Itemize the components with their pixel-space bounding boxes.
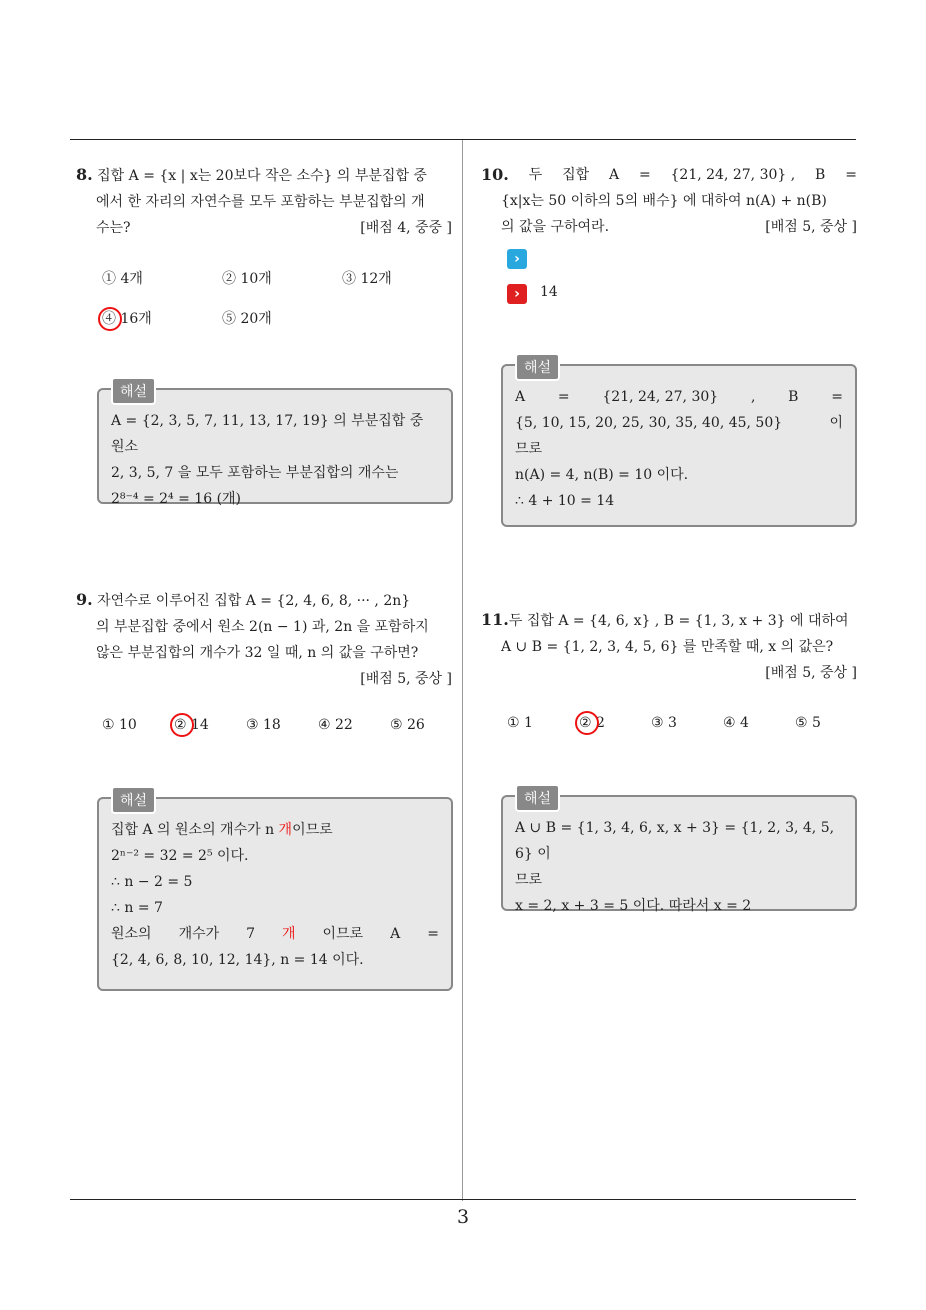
choice-3[interactable]: ③ 3 (651, 715, 677, 731)
choice-5[interactable]: ⑤ 20개 (222, 311, 272, 327)
question-9 (76, 587, 452, 692)
explanation-line: 므로 (515, 441, 543, 457)
explanation-line: ∴ n = 7 (111, 900, 163, 916)
score-label: [배점 5, 중상 ] (765, 665, 857, 681)
text: {5, 10, 15, 20, 25, 30, 35, 40, 45, 50} (515, 415, 783, 431)
text: 이 (829, 415, 843, 431)
explanation-line: x = 2, x + 3 = 5 이다. 따라서 x = 2 (515, 898, 752, 914)
choice-2[interactable]: ② 10개 (222, 271, 272, 287)
choice-2-selected[interactable] (174, 717, 209, 733)
explanation-tag: 해설 (515, 353, 560, 381)
show-answer-icon[interactable]: › (507, 249, 527, 269)
question-number: 10. (481, 165, 509, 184)
question-text: 의 부분집합 중에서 원소 2(n − 1) 과, 2n 을 포함하지 (96, 619, 429, 635)
choice-2-selected[interactable] (579, 715, 605, 731)
answer-mark-icon (170, 713, 194, 737)
explanation-box-9 (97, 793, 453, 991)
question-text: 에서 한 자리의 자연수를 모두 포함하는 부분집합의 개 (96, 194, 425, 210)
answer-mark-icon (98, 307, 122, 331)
question-text: 두 집합 A = {4, 6, x} , B = {1, 3, x + 3} 에 대하여 (508, 613, 849, 629)
explanation-line: 므로 (515, 872, 543, 888)
explanation-tag: 해설 (515, 784, 560, 812)
text: 두 (528, 167, 543, 183)
text: {21, 24, 27, 30} , (670, 167, 796, 183)
top-rule (70, 139, 856, 140)
choice-label: ② 14 (174, 717, 209, 733)
text: A (515, 389, 526, 405)
explanation-line: 2⁸⁻⁴ = 2⁴ = 16 (개) (111, 491, 242, 507)
text: A (608, 167, 620, 183)
text: {21, 24, 27, 30} (602, 389, 719, 405)
explanation-box-10 (501, 360, 857, 527)
explanation-line: ∴ 4 + 10 = 14 (515, 493, 615, 509)
text: 집합 (562, 167, 590, 183)
explanation-line: 2, 3, 5, 7 을 모두 포함하는 부분집합의 개수는 (111, 465, 399, 481)
bottom-rule (70, 1199, 856, 1200)
text: = (638, 167, 651, 183)
explanation-line: ∴ n − 2 = 5 (111, 874, 193, 890)
text: , (750, 389, 756, 405)
explanation-line: {2, 4, 6, 8, 10, 12, 14}, n = 14 이다. (111, 952, 364, 968)
choice-5[interactable]: ⑤ 5 (795, 715, 821, 731)
column-divider (462, 140, 463, 1201)
choice-1[interactable]: ① 1 (507, 715, 533, 731)
choice-1[interactable]: ① 4개 (102, 271, 143, 287)
question-text: 수는? (96, 220, 131, 236)
text: B (815, 167, 826, 183)
choice-4-selected[interactable] (102, 311, 152, 327)
question-text: 집합 A = {x | x는 20보다 작은 소수} 의 부분집합 중 (97, 168, 427, 184)
question-10 (481, 162, 857, 240)
text: 이므로 (292, 822, 333, 838)
explanation-line (111, 921, 439, 947)
score-label: [배점 5, 중상 ] (360, 671, 452, 687)
score-label: [배점 4, 중중 ] (360, 220, 452, 236)
question-11 (481, 607, 857, 686)
choices-8 (102, 268, 392, 327)
answer-value: 14 (540, 284, 558, 300)
text: 원소의 (111, 926, 152, 942)
question-8 (76, 162, 452, 241)
text: 7 (246, 926, 256, 942)
text: 이므로 (322, 926, 364, 942)
explanation-line: A = {2, 3, 5, 7, 11, 13, 17, 19} 의 부분집합 중 원소 (111, 413, 424, 455)
explanation-box-11 (501, 791, 857, 914)
explanation-line: A ∪ B = {1, 3, 4, 6, x, x + 3} = {1, 2, 3, 4, 5, 6} 이 (515, 820, 835, 862)
text: B (788, 389, 799, 405)
text: = (845, 167, 857, 183)
choice-3[interactable]: ③ 18 (246, 717, 281, 733)
question-number: 11. (481, 610, 509, 629)
choices-9 (102, 717, 425, 733)
explanation-tag: 해설 (111, 786, 156, 814)
explanation-line: 2ⁿ⁻² = 32 = 2⁵ 이다. (111, 848, 249, 864)
choice-label: ② 2 (579, 715, 605, 731)
explanation-box-8 (97, 384, 453, 507)
question-text: A ∪ B = {1, 2, 3, 4, 5, 6} 를 만족할 때, x 의 값은? (501, 639, 834, 655)
explanation-tag: 해설 (111, 377, 156, 405)
text: 개수가 (178, 926, 220, 942)
text: 집합 A 의 원소의 개수가 n (111, 822, 279, 838)
choice-1[interactable]: ① 10 (102, 717, 137, 733)
text: A (390, 926, 401, 942)
question-text: 의 값을 구하여라. (501, 219, 610, 235)
text: = (427, 926, 439, 942)
text: = (831, 389, 843, 405)
choice-4[interactable]: ④ 4 (723, 715, 749, 731)
choices-11 (507, 715, 821, 731)
question-number: 9. (76, 590, 93, 609)
explanation-line: n(A) = 4, n(B) = 10 이다. (515, 467, 689, 483)
page-number: 3 (456, 1206, 470, 1228)
text: = (557, 389, 570, 405)
choice-3[interactable]: ③ 12개 (342, 271, 392, 287)
score-label: [배점 5, 중상 ] (765, 219, 857, 235)
answer-icon[interactable]: › (507, 284, 527, 304)
explanation-line (515, 384, 843, 410)
question-number: 8. (76, 165, 93, 184)
explanation-line (111, 817, 439, 843)
choice-5[interactable]: ⑤ 26 (390, 717, 425, 733)
choice-label: ④ 16개 (102, 311, 152, 327)
highlight-text: 개 (282, 926, 296, 942)
answer-mark-icon (575, 711, 599, 735)
highlight-text: 개 (278, 822, 293, 838)
question-text: {x|x는 50 이하의 5의 배수} 에 대하여 n(A) + n(B) (501, 193, 827, 209)
question-text: 자연수로 이루어진 집합 A = {2, 4, 6, 8, ··· , 2n} (97, 593, 411, 609)
choice-4[interactable]: ④ 22 (318, 717, 353, 733)
explanation-line (515, 410, 843, 436)
question-text: 않은 부분집합의 개수가 32 일 때, n 의 값을 구하면? (96, 645, 419, 661)
